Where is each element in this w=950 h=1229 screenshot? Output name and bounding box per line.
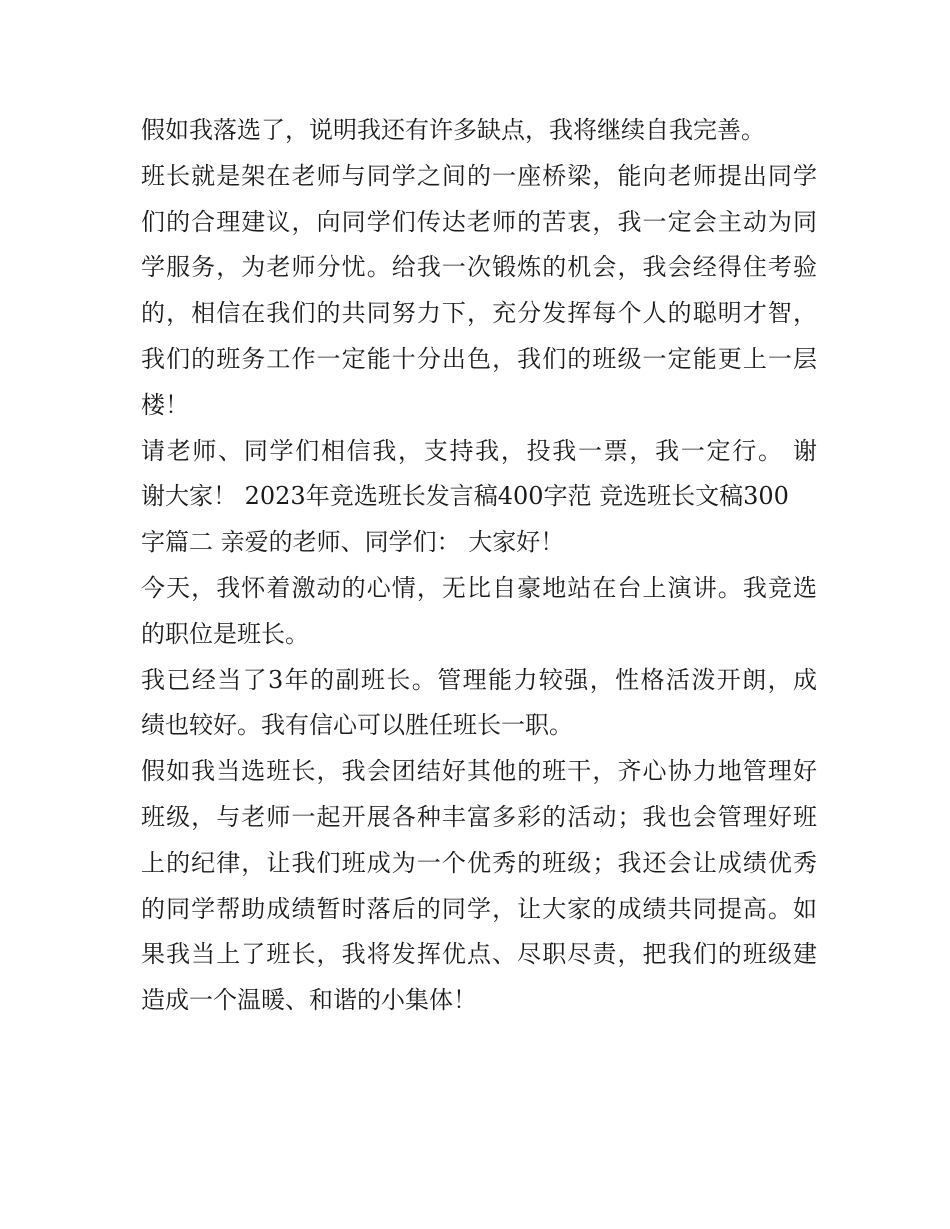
text-line: 果我当上了班长，我将发挥优点、尽职尽责，把我们的班级建	[141, 940, 817, 969]
body-text	[141, 108, 817, 1024]
text-line: 谢大家！ 2023年竞选班长发言稿400字范 竞选班长文稿300	[141, 482, 789, 511]
text-line: 的，相信在我们的共同努力下，充分发挥每个人的聪明才智，	[141, 299, 817, 328]
text-line: 楼！	[141, 390, 189, 419]
text-line: 班级，与老师一起开展各种丰富多彩的活动；我也会管理好班	[141, 802, 817, 831]
text-line: 假如我落选了，说明我还有许多缺点，我将继续自我完善。	[141, 116, 765, 144]
text-line: 造成一个温暖、和谐的小集体！	[141, 986, 477, 1015]
text-line: 我已经当了3年的副班长。管理能力较强，性格活泼开朗，成	[141, 665, 817, 694]
text-line: 绩也较好。我有信心可以胜任班长一职。	[141, 711, 573, 740]
text-line: 上的纪律，让我们班成为一个优秀的班级；我还会让成绩优秀	[141, 848, 817, 877]
text-line: 的同学帮助成绩暂时落后的同学，让大家的成绩共同提高。如	[141, 894, 817, 923]
text-line: 学服务，为老师分忧。给我一次锻炼的机会，我会经得住考验	[141, 253, 817, 282]
text-line: 字篇二 亲爱的老师、同学们： 大家好！	[141, 528, 565, 557]
text-line: 班长就是架在老师与同学之间的一座桥梁，能向老师提出同学	[141, 161, 817, 190]
text-line: 的职位是班长。	[141, 619, 309, 648]
text-line: 们的合理建议，向同学们传达老师的苦衷，我一定会主动为同	[141, 207, 817, 236]
text-line: 假如我当选班长，我会团结好其他的班干，齐心协力地管理好	[141, 757, 817, 786]
text-line: 今天，我怀着激动的心情，无比自豪地站在台上演讲。我竞选	[141, 573, 817, 602]
text-line: 我们的班务工作一定能十分出色，我们的班级一定能更上一层	[141, 344, 817, 373]
text-line: 请老师、同学们相信我，支持我，投我一票，我一定行。 谢	[141, 436, 817, 465]
